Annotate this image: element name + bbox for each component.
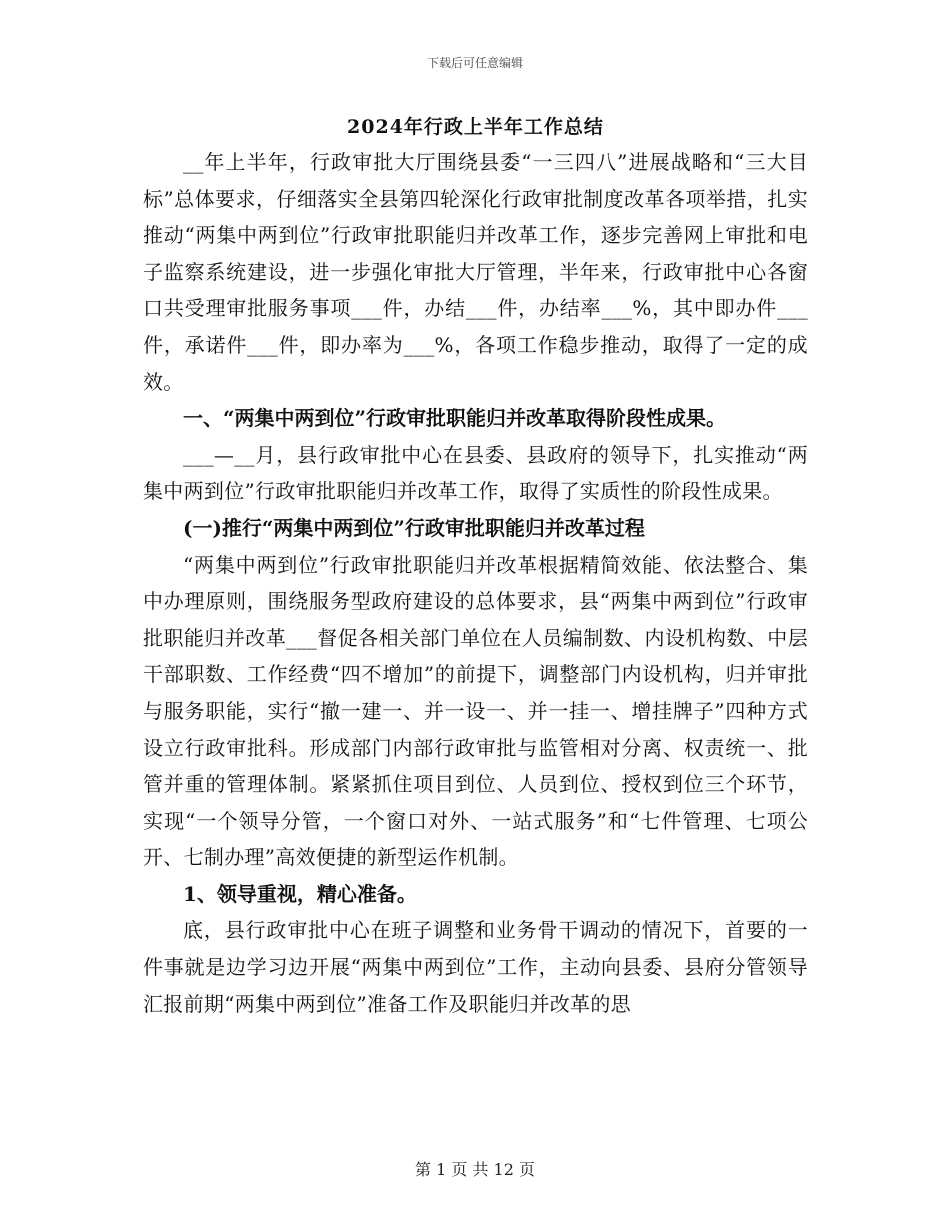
page-footer: 第 1 页 共 12 页 (415, 1160, 535, 1179)
paragraph-section-1: ___—__月，县行政审批中心在县委、县政府的领导下，扎实推动“两集中两到位”行政审批职能归并改革工作，取得了实质性的阶段性成果。 (143, 442, 808, 504)
header-note: 下载后可任意编辑 (426, 56, 523, 70)
item-heading-1: 1、领导重视，精心准备。 (183, 881, 417, 906)
paragraph-intro: __年上半年，行政审批大厅围绕县委“一三四八”进展战略和“三大目标”总体要求，仔细落实全县第四轮深化行政审批制度改革各项举措，扎实推动“两集中两到位”行政审批职能归并改革工作，逐步完善网上审批和电子监察系统建设，进一步强化审批大厅管理，半年来，行政审批中心各窗口共受理审批服务事项___件，办结___件，办结率___%，其中即办件___件，承诺件___件，即办率为___%，各项工作稳步推动，取得了一定的成效。 (143, 150, 808, 394)
paragraph-subsection-1: “两集中两到位”行政审批职能归并改革根据精简效能、依法整合、集中办理原则，围绕服务型政府建设的总体要求，县“两集中两到位”行政审批职能归并改革___督促各相关部门单位在人员编制数、内设机构数、中层干部职数、工作经费“四不增加”的前提下，调整部门内设机构，归并审批与服务职能，实行“撤一建一、并一设一、并一挂一、增挂牌子”四种方式设立行政审批科。形成部门内部行政审批与监管相对分离、权责统一、批管并重的管理体制。紧紧抓住项目到位、人员到位、授权到位三个环节，实现“一个领导分管，一个窗口对外、一站式服务”和“七件管理、七项公开、七制办理”高效便捷的新型运作机制。 (143, 552, 808, 870)
subsection-heading-1: (一)推行“两集中两到位”行政审批职能归并改革过程 (183, 515, 645, 540)
document-title: 2024年行政上半年工作总结 (347, 116, 604, 138)
section-heading-1: 一、“两集中两到位”行政审批职能归并改革取得阶段性成果。 (183, 406, 727, 431)
paragraph-item-1: 底，县行政审批中心在班子调整和业务骨干调动的情况下，首要的一件事就是边学习边开展“两集中两到位”工作，主动向县委、县府分管领导汇报前期“两集中两到位”准备工作及职能归并改革的思 (143, 918, 808, 1016)
document-body (143, 112, 808, 1022)
